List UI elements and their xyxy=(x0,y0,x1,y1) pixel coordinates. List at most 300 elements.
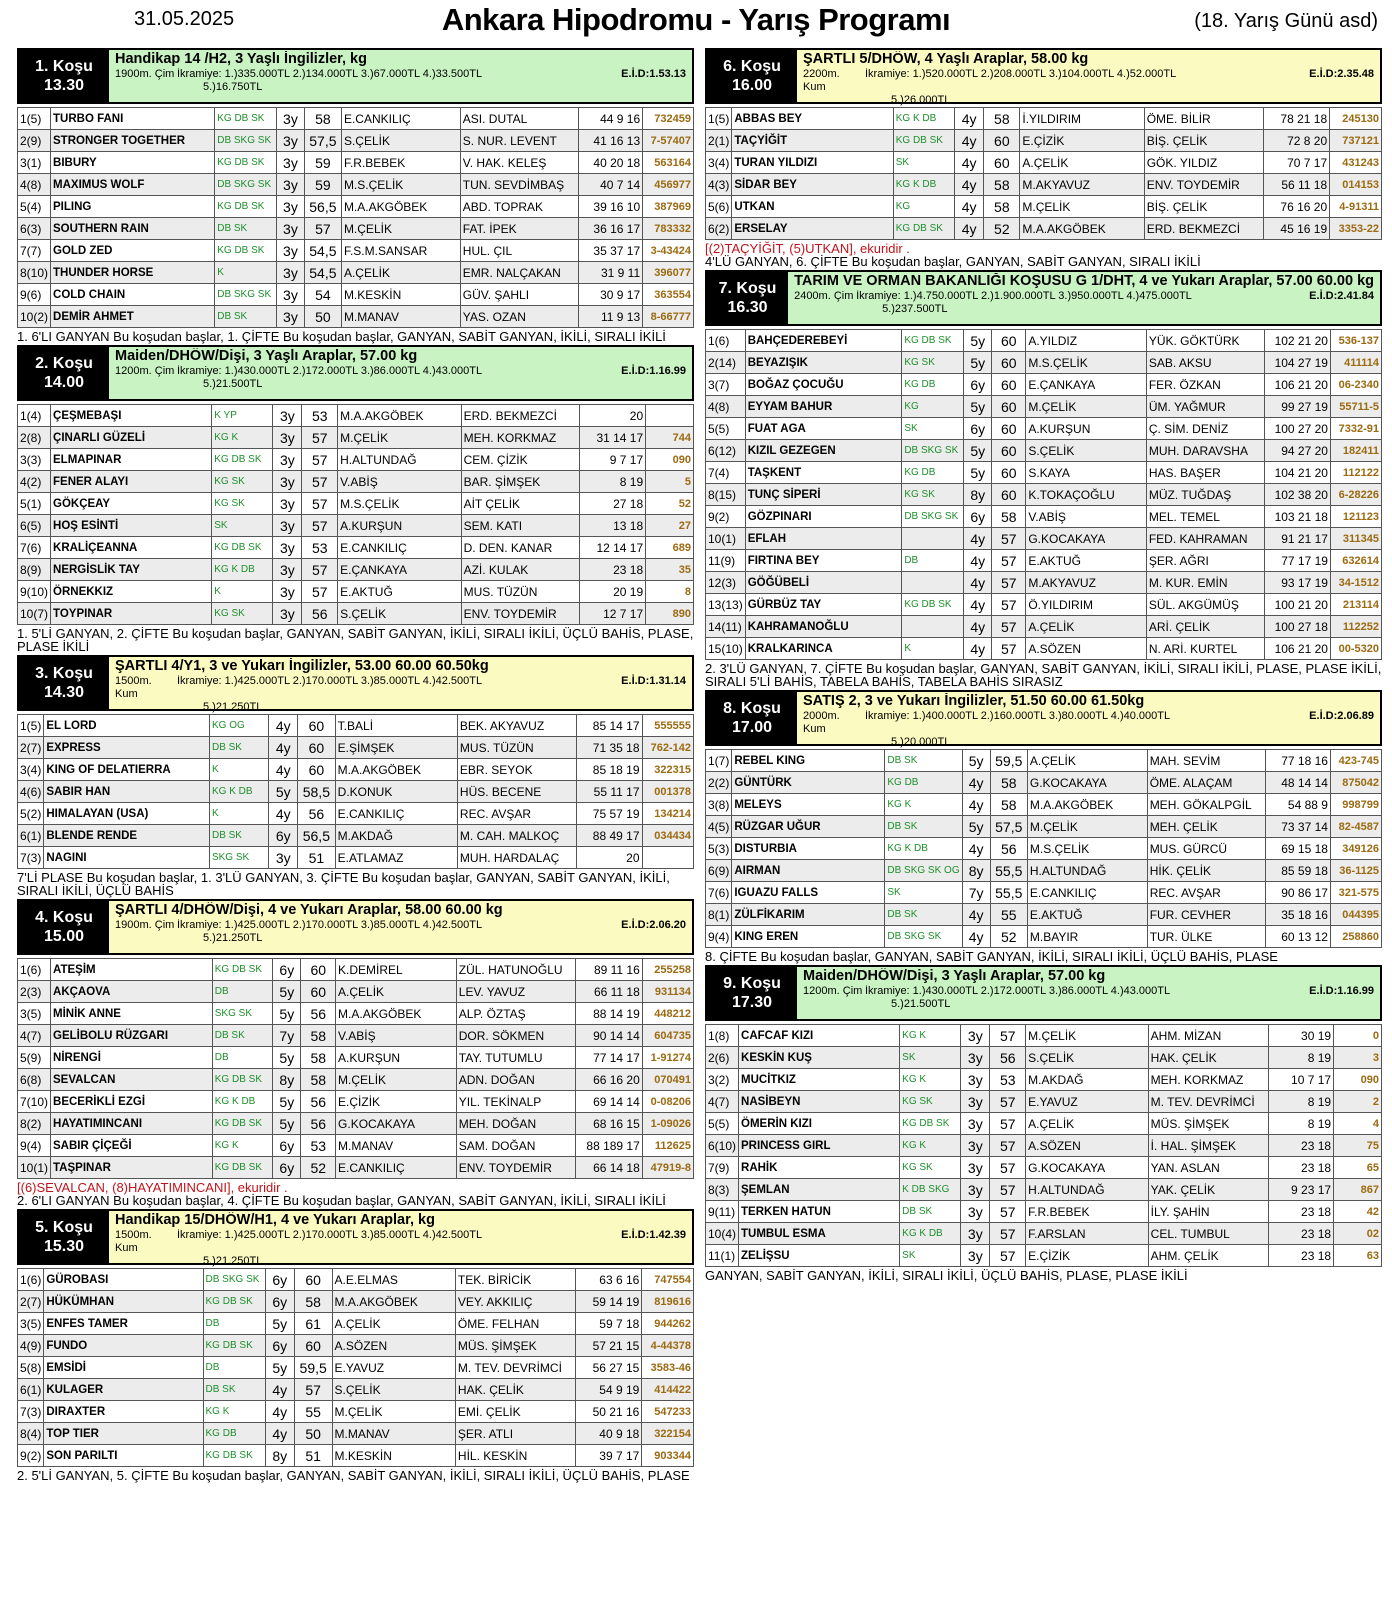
horse-name: HOŞ ESİNTİ xyxy=(51,515,212,537)
horse-stats: 93 17 19 xyxy=(1264,572,1330,594)
equipment: KG SK xyxy=(212,493,273,515)
table-row[interactable] xyxy=(706,926,1382,948)
table-row[interactable] xyxy=(18,152,694,174)
table-row[interactable] xyxy=(18,759,694,781)
equipment: DB SKG SK xyxy=(215,284,277,306)
horse-age: 3y xyxy=(961,1069,990,1091)
jockey-name: M.ÇELİK xyxy=(341,218,460,240)
horse-name: ERSELAY xyxy=(732,218,893,240)
trainer-name: MUH. DARAVSHA xyxy=(1146,440,1264,462)
trainer-name: TEK. BİRİCİK xyxy=(455,1269,576,1291)
horse-stats: 56 27 15 xyxy=(576,1357,642,1379)
last-races: 431243 xyxy=(1330,152,1382,174)
last-races xyxy=(642,847,694,869)
race-header xyxy=(17,899,694,955)
runners-table xyxy=(17,714,694,869)
last-races: 112625 xyxy=(642,1135,693,1157)
table-row[interactable] xyxy=(706,396,1382,418)
table-row[interactable] xyxy=(706,794,1382,816)
jockey-name: M.MANAV xyxy=(341,306,460,328)
table-row[interactable] xyxy=(18,1401,694,1423)
horse-name: GÜROBASI xyxy=(44,1269,203,1291)
horse-name: RÜZGAR UĞUR xyxy=(732,816,885,838)
table-row[interactable] xyxy=(18,1047,694,1069)
horse-number: 9(10) xyxy=(18,581,51,603)
horse-age: 3y xyxy=(277,152,305,174)
table-row[interactable] xyxy=(18,218,694,240)
equipment: DB SK xyxy=(900,1201,961,1223)
horse-number: 7(7) xyxy=(18,240,51,262)
table-row[interactable] xyxy=(18,240,694,262)
horse-stats: 36 16 17 xyxy=(579,218,643,240)
race-bets-note xyxy=(705,662,1382,688)
horse-number: 13(13) xyxy=(706,594,746,616)
trainer-name: EMR. NALÇAKAN xyxy=(460,262,578,284)
table-row[interactable] xyxy=(18,959,694,981)
last-races: 112252 xyxy=(1330,616,1381,638)
trainer-name: HÜS. BECENE xyxy=(457,781,576,803)
table-row[interactable] xyxy=(706,528,1382,550)
trainer-name: MÜS. ŞİMŞEK xyxy=(455,1335,576,1357)
table-row[interactable] xyxy=(706,1157,1382,1179)
table-row[interactable] xyxy=(18,1069,694,1091)
horse-name: NİRENGİ xyxy=(51,1047,213,1069)
table-row[interactable] xyxy=(18,847,694,869)
trainer-name: ÖME. FELHAN xyxy=(455,1313,576,1335)
equipment: KG SK xyxy=(900,1091,961,1113)
table-row[interactable] xyxy=(706,1135,1382,1157)
horse-stats: 94 27 20 xyxy=(1264,440,1330,462)
horse-age: 4y xyxy=(265,1423,294,1445)
table-row[interactable] xyxy=(18,1003,694,1025)
table-row[interactable] xyxy=(18,537,694,559)
table-row[interactable] xyxy=(18,981,694,1003)
trainer-name: MUH. HARDALAÇ xyxy=(457,847,576,869)
equipment: DB SKG SK xyxy=(902,440,964,462)
table-row[interactable] xyxy=(18,196,694,218)
last-races: 931134 xyxy=(642,981,693,1003)
race-header xyxy=(17,48,694,104)
table-row[interactable] xyxy=(18,1335,694,1357)
horse-stats: 106 21 20 xyxy=(1264,374,1330,396)
horse-number: 5(6) xyxy=(706,196,732,218)
horse-stats: 90 14 14 xyxy=(576,1025,642,1047)
horse-stats: 102 38 20 xyxy=(1264,484,1330,506)
horse-number: 5(4) xyxy=(18,196,51,218)
equipment: KG K xyxy=(203,1401,265,1423)
horse-age: 4y xyxy=(955,218,984,240)
race-record: E.İ.D:2.35.48 xyxy=(1309,68,1374,80)
horse-number: 2(3) xyxy=(18,981,51,1003)
horse-name: COLD CHAIN xyxy=(51,284,215,306)
table-row[interactable] xyxy=(706,1091,1382,1113)
horse-age: 3y xyxy=(961,1223,990,1245)
table-row[interactable] xyxy=(18,174,694,196)
weight: 56 xyxy=(301,1113,336,1135)
horse-stats: 20 xyxy=(580,405,646,427)
horse-stats: 100 27 20 xyxy=(1264,418,1330,440)
weight: 57,5 xyxy=(990,816,1027,838)
weight: 57,5 xyxy=(304,130,341,152)
horse-age: 4y xyxy=(964,528,992,550)
horse-number: 4(3) xyxy=(706,174,732,196)
trainer-name: AİT ÇELİK xyxy=(461,493,580,515)
horse-number: 2(8) xyxy=(18,427,51,449)
table-row[interactable] xyxy=(18,781,694,803)
horse-number: 3(4) xyxy=(18,759,44,781)
table-row[interactable] xyxy=(706,638,1382,660)
table-row[interactable] xyxy=(18,1269,694,1291)
horse-number: 6(1) xyxy=(18,825,44,847)
horse-number: 9(2) xyxy=(706,506,746,528)
table-row[interactable] xyxy=(706,506,1382,528)
bet-types: 7'Lİ PLASE Bu koşudan başlar, 1. 3'LÜ GANYAN, 3. ÇİFTE Bu koşudan başlar, GANYAN, SABİT GANYAN, İKİLİ, SIRALI İKİLİ, ÜÇLÜ BAHİS xyxy=(17,870,670,898)
table-row[interactable] xyxy=(18,449,694,471)
table-row[interactable] xyxy=(706,130,1382,152)
horse-age: 3y xyxy=(269,847,298,869)
race-prize: İkramiye: 1.)425.000TL 2.)170.000TL 3.)85.000TL 4.)42.500TL xyxy=(177,675,483,687)
table-row[interactable] xyxy=(706,374,1382,396)
table-row[interactable] xyxy=(706,152,1382,174)
table-row[interactable] xyxy=(706,218,1382,240)
table-row[interactable] xyxy=(18,405,694,427)
jockey-name: E.CANKILIÇ xyxy=(338,537,461,559)
horse-stats: 85 59 18 xyxy=(1266,860,1330,882)
table-row[interactable] xyxy=(706,860,1382,882)
table-row[interactable] xyxy=(706,196,1382,218)
jockey-name: M.ÇELİK xyxy=(1027,816,1147,838)
table-row[interactable] xyxy=(18,471,694,493)
horse-age: 3y xyxy=(277,284,305,306)
horse-stats: 23 18 xyxy=(1269,1223,1334,1245)
table-row[interactable] xyxy=(706,594,1382,616)
horse-name: ATEŞİM xyxy=(51,959,213,981)
table-row[interactable] xyxy=(18,108,694,130)
table-row[interactable] xyxy=(18,1313,694,1335)
race-record: E.İ.D:2.06.20 xyxy=(621,919,686,931)
horse-name: SON PARILTI xyxy=(44,1445,203,1467)
race-number: 9. Koşu xyxy=(723,975,781,992)
jockey-name: M.A.AKGÖBEK xyxy=(338,405,461,427)
table-row[interactable] xyxy=(18,427,694,449)
horse-name: TAŞPINAR xyxy=(51,1157,213,1179)
horse-name: TUMBUL ESMA xyxy=(739,1223,900,1245)
race-title: ŞARTLI 4/Y1, 3 ve Yukarı İngilizler, 53.00 60.00 60.50kg xyxy=(115,658,489,674)
trainer-name: HAK. ÇELİK xyxy=(1148,1047,1269,1069)
race-title: Handikap 14 /H2, 3 Yaşlı İngilizler, kg xyxy=(115,51,367,67)
jockey-name: M.A.AKGÖBEK xyxy=(1027,794,1147,816)
jockey-name: M.ÇELİK xyxy=(336,1069,457,1091)
table-row[interactable] xyxy=(18,1379,694,1401)
last-races: 387969 xyxy=(643,196,694,218)
horse-age: 3y xyxy=(961,1113,990,1135)
table-row[interactable] xyxy=(706,616,1382,638)
table-row[interactable] xyxy=(706,1047,1382,1069)
table-row[interactable] xyxy=(706,418,1382,440)
table-row[interactable] xyxy=(18,825,694,847)
table-row[interactable] xyxy=(18,284,694,306)
table-row[interactable] xyxy=(18,803,694,825)
horse-number: 10(1) xyxy=(706,528,746,550)
horse-number: 8(10) xyxy=(18,262,51,284)
equipment: DB xyxy=(212,1047,272,1069)
horse-age: 4y xyxy=(964,638,992,660)
race-number-box xyxy=(707,50,797,102)
table-row[interactable] xyxy=(706,174,1382,196)
horse-name: NAGINI xyxy=(44,847,210,869)
table-row[interactable] xyxy=(706,440,1382,462)
jockey-name: V.ABİŞ xyxy=(338,471,461,493)
table-row[interactable] xyxy=(706,1201,1382,1223)
race-details xyxy=(803,985,1374,998)
horse-number: 15(10) xyxy=(706,638,746,660)
jockey-name: A.SÖZEN xyxy=(1026,1135,1149,1157)
last-races: 8 xyxy=(646,581,694,603)
jockey-name: A.SÖZEN xyxy=(332,1335,455,1357)
jockey-name: M.AKDAĞ xyxy=(335,825,457,847)
horse-name: GÜRBÜZ TAY xyxy=(745,594,902,616)
race-number: 5. Koşu xyxy=(35,1219,93,1236)
equipment: SK xyxy=(900,1047,961,1069)
weight: 60 xyxy=(984,152,1020,174)
runners-table xyxy=(705,1024,1382,1267)
horse-number: 1(8) xyxy=(706,1025,739,1047)
table-row[interactable] xyxy=(706,330,1382,352)
horse-name: MELEYS xyxy=(732,794,885,816)
horse-age: 4y xyxy=(265,1379,294,1401)
equipment: DB SK xyxy=(885,904,962,926)
horse-stats: 8 19 xyxy=(1269,1113,1334,1135)
table-row[interactable] xyxy=(706,352,1382,374)
last-races: 06-2340 xyxy=(1330,374,1381,396)
horse-age: 4y xyxy=(955,108,984,130)
table-row[interactable] xyxy=(18,715,694,737)
table-row[interactable] xyxy=(706,1113,1382,1135)
equipment: DB SK xyxy=(209,825,268,847)
trainer-name: EMİ. ÇELİK xyxy=(455,1401,576,1423)
weight: 55,5 xyxy=(990,860,1027,882)
horse-number: 4(6) xyxy=(18,781,44,803)
weight: 57 xyxy=(992,528,1026,550)
table-row[interactable] xyxy=(706,904,1382,926)
horse-stats: 8 19 xyxy=(1269,1047,1334,1069)
jockey-name: K.TOKAÇOĞLU xyxy=(1026,484,1146,506)
table-row[interactable] xyxy=(18,1091,694,1113)
horse-stats: 71 35 18 xyxy=(577,737,642,759)
horse-stats: 85 18 19 xyxy=(577,759,642,781)
last-races: 090 xyxy=(646,449,694,471)
equipment: KG xyxy=(893,196,954,218)
table-row[interactable] xyxy=(706,462,1382,484)
horse-age: 5y xyxy=(273,1047,301,1069)
horse-age: 8y xyxy=(962,860,990,882)
trainer-name: ADN. DOĞAN xyxy=(456,1069,576,1091)
table-row[interactable] xyxy=(18,737,694,759)
horse-name: KIZIL GEZEGEN xyxy=(745,440,902,462)
race-distance: 1900m. Çim xyxy=(115,68,175,80)
table-row[interactable] xyxy=(706,882,1382,904)
table-row[interactable] xyxy=(706,1245,1382,1267)
last-races: 737121 xyxy=(1330,130,1382,152)
table-row[interactable] xyxy=(18,603,694,625)
horse-age: 3y xyxy=(273,449,302,471)
horse-name: TAÇYİĞİT xyxy=(732,130,893,152)
equipment: KG K DB xyxy=(893,108,954,130)
race-info xyxy=(109,901,692,953)
table-row[interactable] xyxy=(706,816,1382,838)
horse-number: 4(2) xyxy=(18,471,51,493)
table-row[interactable] xyxy=(18,559,694,581)
horse-name: GÖKÇEAY xyxy=(51,493,212,515)
last-races: 903344 xyxy=(642,1445,694,1467)
weight: 57 xyxy=(992,572,1026,594)
table-row[interactable] xyxy=(706,484,1382,506)
equipment: KG DB SK xyxy=(215,240,277,262)
equipment: K xyxy=(209,759,268,781)
last-races: 0-08206 xyxy=(642,1091,693,1113)
table-row[interactable] xyxy=(18,581,694,603)
horse-age: 6y xyxy=(964,506,992,528)
jockey-name: A.ÇELİK xyxy=(332,1313,455,1335)
race-header xyxy=(705,690,1382,746)
trainer-name: YIL. TEKİNALP xyxy=(456,1091,576,1113)
table-row[interactable] xyxy=(706,1069,1382,1091)
last-races: 867 xyxy=(1334,1179,1382,1201)
table-row[interactable] xyxy=(18,1025,694,1047)
table-row[interactable] xyxy=(18,1157,694,1179)
table-row[interactable] xyxy=(18,1423,694,1445)
table-row[interactable] xyxy=(706,1025,1382,1047)
horse-age: 3y xyxy=(273,603,302,625)
horse-name: DEMİR AHMET xyxy=(51,306,215,328)
equipment: KG K xyxy=(900,1025,961,1047)
equipment: KG DB SK xyxy=(212,537,273,559)
trainer-name: MEH. KORKMAZ xyxy=(1148,1069,1269,1091)
horse-age: 3y xyxy=(961,1179,990,1201)
trainer-name: ERD. BEKMEZCİ xyxy=(1144,218,1263,240)
race-number-box xyxy=(19,50,109,102)
table-row[interactable] xyxy=(706,772,1382,794)
weight: 60 xyxy=(298,715,336,737)
table-row[interactable] xyxy=(18,262,694,284)
table-row[interactable] xyxy=(18,130,694,152)
jockey-name: E.YAVUZ xyxy=(1026,1091,1149,1113)
horse-age: 3y xyxy=(273,515,302,537)
horse-stats: 89 11 16 xyxy=(576,959,642,981)
jockey-name: M.ÇELİK xyxy=(1026,1025,1149,1047)
equipment: KG DB SK xyxy=(212,449,273,471)
table-row[interactable] xyxy=(18,1445,694,1467)
horse-number: 8(4) xyxy=(18,1423,44,1445)
horse-name: HAYATIMINCANI xyxy=(51,1113,213,1135)
trainer-name: TUN. SEVDİMBAŞ xyxy=(460,174,578,196)
horse-age: 5y xyxy=(273,981,301,1003)
table-row[interactable] xyxy=(706,1179,1382,1201)
weight: 53 xyxy=(990,1069,1026,1091)
table-row[interactable] xyxy=(706,1223,1382,1245)
table-row[interactable] xyxy=(18,515,694,537)
weight: 52 xyxy=(990,926,1027,948)
bet-types: 4'LÜ GANYAN, 6. ÇİFTE Bu koşudan başlar, GANYAN, SABİT GANYAN, SIRALI İKİLİ xyxy=(705,254,1201,269)
last-races: 6-28226 xyxy=(1330,484,1381,506)
table-row[interactable] xyxy=(706,572,1382,594)
last-races: 245130 xyxy=(1330,108,1382,130)
horse-name: GÖĞÜBELİ xyxy=(745,572,902,594)
horse-age: 3y xyxy=(961,1091,990,1113)
last-races: 322154 xyxy=(642,1423,694,1445)
equipment: DB SK xyxy=(212,1025,272,1047)
table-row[interactable] xyxy=(18,1135,694,1157)
horse-name: CAFCAF KIZI xyxy=(739,1025,900,1047)
race-record: E.İ.D:1.16.99 xyxy=(1309,985,1374,997)
table-row[interactable] xyxy=(18,493,694,515)
last-races: 632614 xyxy=(1330,550,1381,572)
jockey-name: E.ÇANKAYA xyxy=(1026,374,1146,396)
horse-age: 5y xyxy=(273,1113,301,1135)
weight: 57 xyxy=(990,1025,1026,1047)
jockey-name: F.S.M.SANSAR xyxy=(341,240,460,262)
horse-number: 7(3) xyxy=(18,1401,44,1423)
horse-stats: 72 8 20 xyxy=(1263,130,1329,152)
trainer-name: REC. AVŞAR xyxy=(457,803,576,825)
trainer-name: D. DEN. KANAR xyxy=(461,537,580,559)
race-info xyxy=(109,347,692,399)
equipment: SK xyxy=(900,1245,961,1267)
race-distance: 1200m. Çim xyxy=(803,985,863,997)
equipment: DB SK xyxy=(203,1379,265,1401)
race-bets-note xyxy=(705,242,1382,268)
horse-stats: 35 18 16 xyxy=(1266,904,1330,926)
table-row[interactable] xyxy=(18,1291,694,1313)
horse-name: THUNDER HORSE xyxy=(51,262,215,284)
race-number: 3. Koşu xyxy=(35,665,93,682)
race-title: Maiden/DHÖW/Dişi, 3 Yaşlı Araplar, 57.00 kg xyxy=(115,348,418,364)
equipment: KG DB SK xyxy=(893,218,954,240)
race-number: 7. Koşu xyxy=(718,280,777,297)
table-row[interactable] xyxy=(706,550,1382,572)
trainer-name: AZİ. KULAK xyxy=(461,559,580,581)
table-row[interactable] xyxy=(706,838,1382,860)
horse-age: 3y xyxy=(961,1157,990,1179)
horse-name: FENER ALAYI xyxy=(51,471,212,493)
table-row[interactable] xyxy=(18,1357,694,1379)
trainer-name: FUR. CEVHER xyxy=(1147,904,1266,926)
race-bets-note xyxy=(17,871,694,897)
last-races: 3583-46 xyxy=(642,1357,694,1379)
horse-name: ÖRNEKKIZ xyxy=(51,581,212,603)
race-number: 6. Koşu xyxy=(723,58,781,75)
race-day-label: (18. Yarış Günü asd) xyxy=(1194,10,1378,32)
table-row[interactable] xyxy=(18,1113,694,1135)
weight: 52 xyxy=(984,218,1020,240)
table-row[interactable] xyxy=(706,108,1382,130)
horse-number: 6(9) xyxy=(706,860,732,882)
horse-number: 7(9) xyxy=(706,1157,739,1179)
table-row[interactable] xyxy=(18,306,694,328)
horse-number: 8(1) xyxy=(706,904,732,926)
weight: 52 xyxy=(301,1157,336,1179)
last-races: 255258 xyxy=(642,959,693,981)
table-row[interactable] xyxy=(706,750,1382,772)
last-races: 258860 xyxy=(1330,926,1381,948)
trainer-name: SÜL. AKGÜMÜŞ xyxy=(1146,594,1264,616)
last-races: 547233 xyxy=(642,1401,694,1423)
last-races: 890 xyxy=(646,603,694,625)
trainer-name: MEH. ÇELİK xyxy=(1147,816,1266,838)
horse-name: KAHRAMANOĞLU xyxy=(745,616,902,638)
horse-age: 6y xyxy=(265,1269,294,1291)
horse-number: 8(15) xyxy=(706,484,746,506)
